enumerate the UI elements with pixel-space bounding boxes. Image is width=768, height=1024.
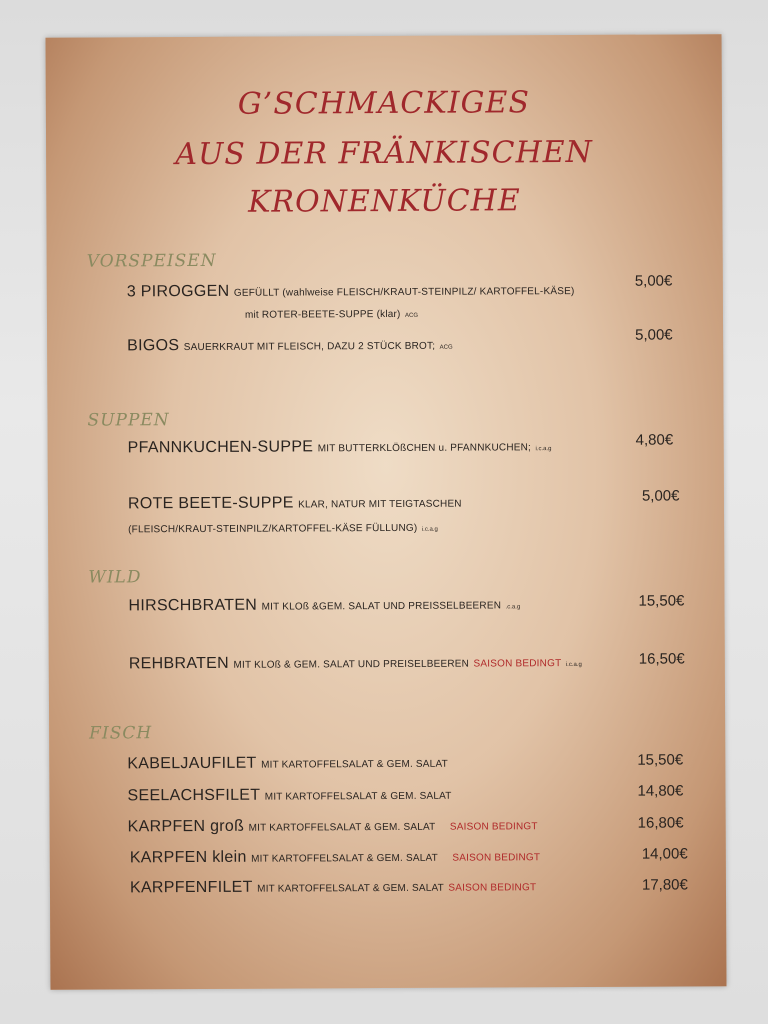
item-name: KABELJAUFILET: [127, 754, 257, 773]
item-price: 14,80€: [637, 782, 684, 800]
item-description: MIT KARTOFFELSALAT & GEM. SALAT: [251, 852, 438, 865]
menu-item-seelachsfilet: [127, 786, 451, 806]
section-suppen: SUPPEN: [87, 410, 170, 431]
item-description: MIT KARTOFFELSALAT & GEM. SALAT: [248, 821, 436, 834]
item-description: MIT BUTTERKLÖßCHEN u. PFANNKUCHEN;: [317, 442, 532, 455]
season-note: SAISON BEDINGT: [448, 882, 537, 894]
allergen-codes: ACG: [405, 312, 419, 319]
menu-item-rote-beete-suppe: [128, 494, 462, 514]
menu-item-rehbraten: [129, 653, 582, 673]
item-name: HIRSCHBRATEN: [128, 596, 258, 615]
season-note: SAISON BEDINGT: [449, 821, 538, 833]
item-description: MIT KARTOFFELSALAT & GEM. SALAT: [264, 790, 452, 803]
item-price: 15,50€: [637, 751, 684, 769]
menu-item-pfannkuchen-suppe: [128, 437, 552, 457]
allergen-codes: .c.a.g: [505, 604, 521, 611]
item-price: 4,80€: [635, 431, 674, 449]
menu-item-bigos: [127, 336, 453, 356]
season-note: SAISON BEDINGT: [452, 852, 541, 864]
menu-item-rote-beete-extra: [128, 518, 438, 538]
item-description: GEFÜLLT (wahlweise FLEISCH/KRAUT-STEINPILZ/ KARTOFFEL-KÄSE): [233, 286, 575, 299]
item-price: 14,00€: [641, 845, 688, 863]
item-price: 5,00€: [634, 272, 673, 290]
menu-title-line-1: G’SCHMACKIGES: [237, 85, 531, 122]
allergen-codes: i.c.a.g: [535, 446, 552, 453]
allergen-codes: i.c.a.g: [421, 526, 438, 533]
menu-item-karpfen-klein: [130, 847, 540, 867]
allergen-codes: ACG: [439, 344, 453, 351]
section-vorspeisen: VORSPEISEN: [86, 250, 217, 272]
menu-item-karpfenfilet: [130, 877, 536, 897]
item-name: PFANNKUCHEN-SUPPE: [127, 438, 314, 457]
item-description: mit ROTER-BEETE-SUPPE (klar): [244, 308, 401, 321]
menu-item-kabeljaufilet: [127, 754, 448, 774]
item-price: 16,50€: [638, 650, 685, 668]
item-price: 16,80€: [637, 814, 684, 832]
season-note: SAISON BEDINGT: [473, 658, 562, 670]
item-name: KARPFEN groß: [127, 817, 245, 836]
item-description: MIT KARTOFFELSALAT & GEM. SALAT: [257, 882, 444, 895]
item-name: 3 PIROGGEN: [126, 282, 230, 301]
item-description: MIT KLOß & GEM. SALAT UND PREISELBEEREN: [233, 658, 470, 671]
item-description: MIT KARTOFFELSALAT & GEM. SALAT: [261, 758, 448, 771]
item-name: SEELACHSFILET: [127, 786, 261, 805]
item-price: 5,00€: [641, 487, 680, 505]
item-name: KARPFEN klein: [129, 848, 247, 867]
item-description: (FLEISCH/KRAUT-STEINPILZ/KARTOFFEL-KÄSE FÜLLUNG): [128, 522, 418, 536]
menu-sheet: [46, 34, 727, 990]
menu-item-piroggen-extra: [245, 304, 418, 323]
item-description: KLAR, NATUR MIT TEIGTASCHEN: [298, 498, 462, 511]
item-description: MIT KLOß &GEM. SALAT UND PREISSELBEEREN: [261, 600, 502, 613]
item-name: BIGOS: [127, 337, 180, 355]
menu-item-hirschbraten: [128, 595, 520, 615]
item-name: REHBRATEN: [128, 654, 230, 673]
menu-title-line-2: AUS DER FRÄNKISCHEN: [175, 134, 593, 173]
item-price: 15,50€: [638, 592, 685, 610]
item-name: ROTE BEETE-SUPPE: [127, 494, 294, 513]
section-wild: WILD: [88, 567, 142, 588]
menu-title-line-3: KRONENKÜCHE: [247, 183, 521, 220]
item-price: 5,00€: [635, 326, 673, 344]
menu-item-piroggen: [127, 281, 575, 301]
item-name: KARPFENFILET: [129, 878, 253, 897]
menu-item-karpfen-gross: [128, 816, 538, 836]
allergen-codes: i.c.a.g: [565, 661, 582, 669]
section-fisch: FISCH: [89, 723, 153, 744]
item-price: 17,80€: [641, 876, 688, 894]
item-description: SAUERKRAUT MIT FLEISCH, DAZU 2 STÜCK BROT;: [183, 340, 436, 354]
